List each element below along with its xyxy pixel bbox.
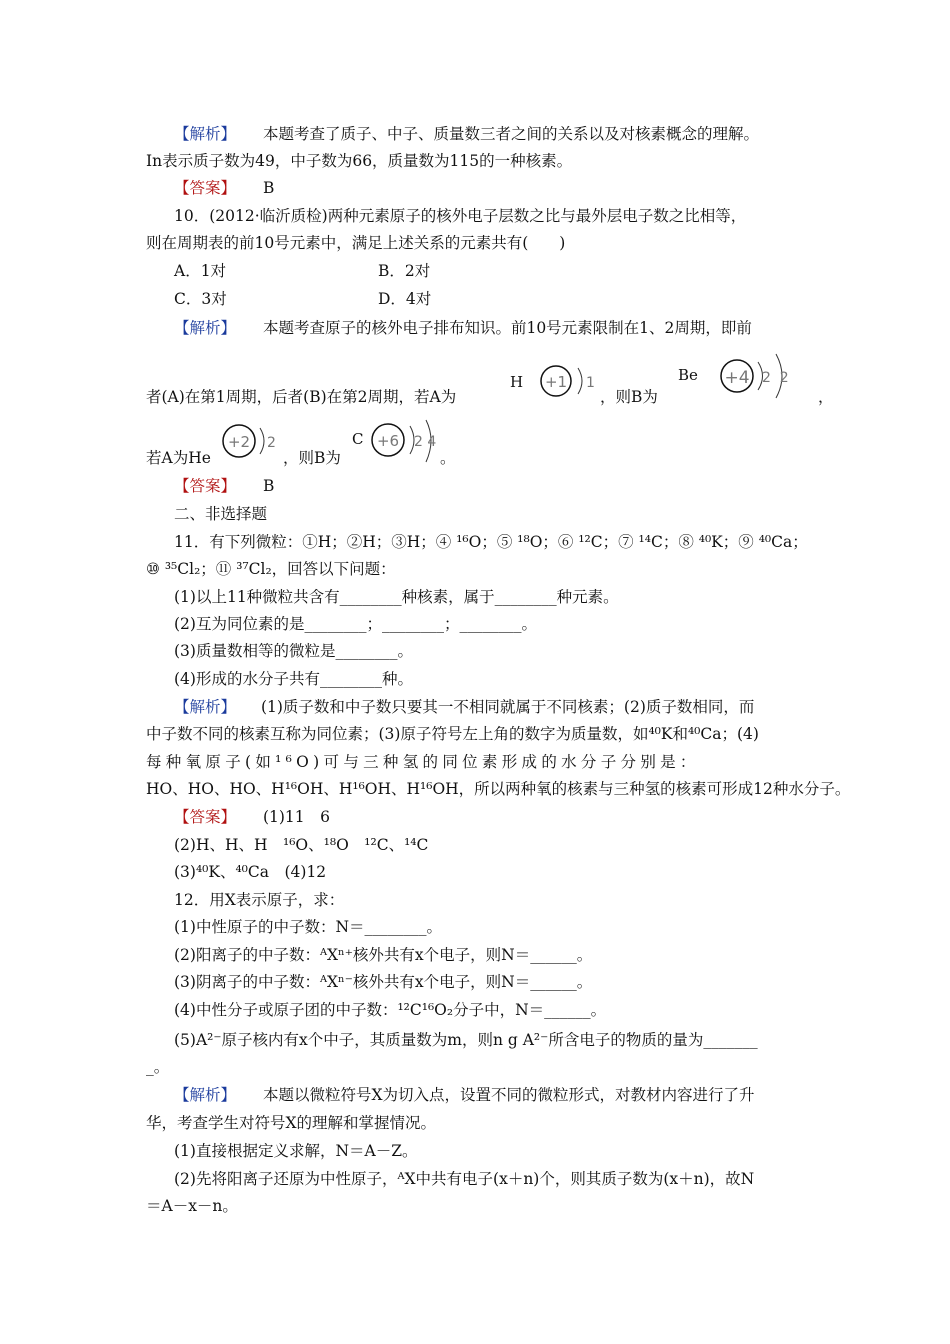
q10-option-d: D．4对	[378, 290, 432, 308]
q11-jiexi1: (1)质子数和中子数只要其一不相同就属于不同核素；(2)质子数相同，而	[260, 698, 755, 716]
q11-daan2: (2)H、H、H ¹⁶O、¹⁸O ¹²C、¹⁴C	[174, 836, 429, 854]
atom-shells: 2 2	[762, 370, 789, 386]
atom-nucleus: +6	[376, 432, 400, 450]
q10-line2c: ，	[818, 388, 834, 406]
q10-line2a: 者(A)在第1周期，后者(B)在第2周期，若A为	[146, 388, 457, 406]
q12-para2a: (2)先将阳离子还原为中性原子，ᴬX中共有电子(x＋n)个，则其质子数为(x＋n)，故N	[174, 1170, 755, 1188]
q10-line3a: 若A为He	[146, 449, 211, 467]
jiexi-tag: 【解析】	[174, 1086, 237, 1104]
q11-jiexi3: 每种氧原子(如¹⁶O)可与三种氢的同位素形成的水分子分别是：	[146, 753, 700, 771]
q11-stem1: 11．有下列微粒：①H；②H；③H；④ ¹⁶O；⑤ ¹⁸O；⑥ ¹²C；⑦ ¹⁴C；⑧ ⁴⁰K；⑨ ⁴⁰Ca；	[174, 533, 808, 551]
q12-sub5-cont: _。	[146, 1058, 170, 1076]
atom-diagram-c	[352, 418, 444, 468]
atom-diagram-be	[676, 352, 816, 408]
q10-line3c: 。	[440, 449, 456, 467]
q12-jiexi-line	[174, 1085, 755, 1105]
atom-nucleus: +4	[724, 368, 750, 388]
q9-daan-line	[174, 178, 274, 198]
daan-tag: 【答案】	[174, 477, 237, 495]
q10-daan: B	[262, 477, 275, 495]
q11-sub1: (1)以上11种微粒共含有________种核素，属于________种元素。	[174, 588, 619, 606]
q12-sub1: (1)中性原子的中子数：N＝________。	[174, 918, 443, 936]
q11-jiexi-line	[174, 697, 754, 717]
atom-diagram-he	[218, 422, 284, 470]
atom-symbol: H	[510, 373, 524, 391]
q12-jiexi1: 本题以微粒符号X为切入点，设置不同的微粒形式，对教材内容进行了升	[262, 1086, 755, 1104]
q9-jiexi-line	[174, 124, 759, 144]
q12-para2b: ＝A－x－n。	[146, 1197, 238, 1215]
atom-shells: 2	[267, 435, 276, 451]
q11-jiexi4: HO、HO、HO、H¹⁶OH、H¹⁶OH、H¹⁶OH，所以两种氧的核素与三种氢的核素可形成12种水分子。	[146, 780, 851, 798]
q10-line3b: ，则B为	[283, 449, 341, 467]
q12-para1: (1)直接根据定义求解，N＝A－Z。	[174, 1142, 418, 1160]
atom-symbol: Be	[678, 366, 698, 384]
q11-daan3: (3)⁴⁰K、⁴⁰Ca (4)12	[174, 863, 327, 881]
q10-stem1: 10．(2012·临沂质检)两种元素原子的核外电子层数之比与最外层电子数之比相等，	[174, 207, 747, 225]
atom-nucleus: +2	[227, 433, 251, 451]
q9-daan: B	[262, 179, 275, 197]
q10-option-c: C．3对	[174, 290, 227, 308]
daan-tag: 【答案】	[174, 808, 237, 826]
q10-line2b: ，则B为	[600, 388, 658, 406]
q10-daan-line	[174, 476, 274, 496]
q12-sub5: (5)A²⁻原子核内有x个中子，其质量数为m，则n g A²⁻所含电子的物质的量为_______	[174, 1031, 758, 1049]
daan-tag: 【答案】	[174, 179, 237, 197]
atom-nucleus: +1	[544, 373, 568, 391]
q12-sub4: (4)中性分子或原子团的中子数：¹²C¹⁶O₂分子中，N＝______。	[174, 1001, 607, 1019]
q9-jiexi-text: 本题考查了质子、中子、质量数三者之间的关系以及对核素概念的理解。	[262, 125, 759, 143]
q10-stem2: 则在周期表的前10号元素中，满足上述关系的元素共有( )	[146, 234, 566, 252]
q11-sub2: (2)互为同位素的是________；________；________。	[174, 615, 537, 633]
q11-jiexi2: 中子数不同的核素互称为同位素；(3)原子符号左上角的数字为质量数，如⁴⁰K和⁴⁰Ca；(4)	[146, 725, 759, 743]
jiexi-tag: 【解析】	[174, 319, 237, 337]
q12-sub2: (2)阳离子的中子数：ᴬXⁿ⁺核外共有x个电子，则N＝______。	[174, 946, 593, 964]
atom-shells: 2 4	[414, 434, 437, 450]
section-heading: 二、非选择题	[174, 505, 268, 523]
q12-jiexi2: 华，考查学生对符号X的理解和掌握情况。	[146, 1114, 437, 1132]
q12-stem: 12．用X表示原子，求：	[174, 891, 345, 909]
q10-option-b: B．2对	[378, 262, 431, 280]
q10-option-a: A．1对	[174, 262, 227, 280]
q11-sub4: (4)形成的水分子共有________种。	[174, 670, 413, 688]
jiexi-tag: 【解析】	[174, 125, 237, 143]
q10-jiexi-text: 本题考查原子的核外电子排布知识。前10号元素限制在1、2周期，即前	[262, 319, 752, 337]
q10-jiexi-line	[174, 318, 752, 338]
atom-symbol: C	[352, 430, 364, 448]
atom-diagram-h	[508, 360, 598, 408]
q11-daan1: (1)11 6	[262, 808, 330, 826]
atom-shells: 1	[586, 375, 595, 391]
q11-daan-line	[174, 807, 330, 827]
q12-sub3: (3)阴离子的中子数：ᴬXⁿ⁻核外共有x个电子，则N＝______。	[174, 973, 593, 991]
jiexi-tag: 【解析】	[174, 698, 237, 716]
q9-jiexi-text2: In表示质子数为49，中子数为66，质量数为115的一种核素。	[146, 152, 573, 170]
q11-stem2: ⑩ ³⁵Cl₂；⑪ ³⁷Cl₂，回答以下问题：	[146, 560, 396, 578]
q11-sub3: (3)质量数相等的微粒是________。	[174, 642, 413, 660]
